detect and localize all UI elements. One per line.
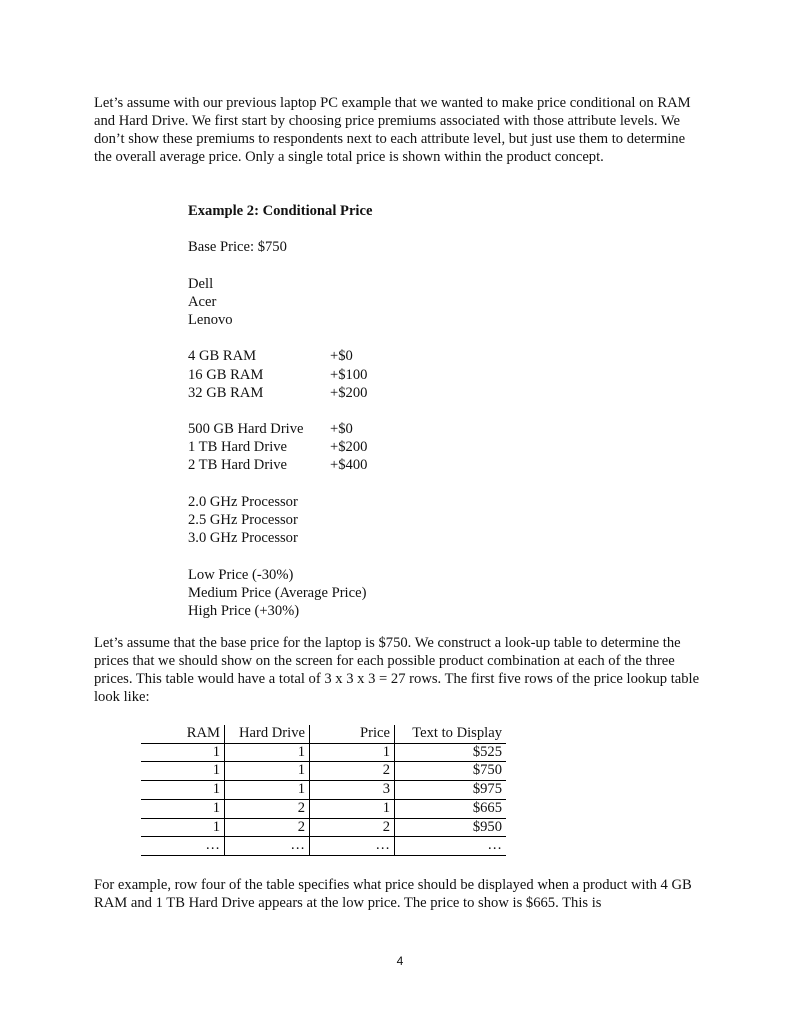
table-cell: 3 [310,781,395,800]
table-cell: 1 [225,762,310,781]
table-cell: 1 [141,762,225,781]
table-cell: 1 [310,743,395,762]
table-cell: … [310,837,395,856]
table-cell: … [395,837,507,856]
table-cell: 1 [225,781,310,800]
table-row [141,837,506,856]
hard-drive-label: 500 GB Hard Drive [188,421,304,438]
table-row [141,818,506,837]
table-cell: … [141,837,225,856]
ram-premium: +$0 [330,348,353,365]
hard-drive-premium: +$0 [330,421,353,438]
price-level-item: Low Price (-30%) [188,566,294,583]
price-lookup-table [141,725,506,856]
hard-drive-premium: +$400 [330,457,368,474]
table-cell: … [225,837,310,856]
lookup-paragraph: Let’s assume that the base price for the laptop is $750. We construct a look-up table to determine the prices that we should show on the screen for each possible product combination at each of the three prices. This table would have a total of 3 x 3 x 3 = 27 rows. The first five rows of the price lookup table look like: [94,635,700,705]
ram-label: 16 GB RAM [188,366,264,383]
table-header-row [141,725,506,743]
table-cell: 2 [225,799,310,818]
page-number: 4 [396,954,404,968]
hard-drive-option [188,420,372,438]
hard-drive-option [188,456,372,474]
hard-drive-label: 1 TB Hard Drive [188,439,288,456]
hard-drive-option [188,438,372,456]
column-header: Hard Drive [225,725,310,743]
hard-drive-label: 2 TB Hard Drive [188,457,288,474]
table-cell: 2 [225,818,310,837]
table-cell: $950 [395,818,507,837]
table-cell: 1 [141,781,225,800]
hard-drive-premium: +$200 [330,439,368,456]
ram-option [188,366,372,384]
example-title: Example 2: Conditional Price [188,203,373,219]
brand-item: Acer [188,293,217,310]
brand-item: Dell [188,275,214,292]
column-header: Price [310,725,395,743]
table-row [141,799,506,818]
table-cell: 2 [310,818,395,837]
price-level-item: High Price (+30%) [188,602,300,619]
table-row [141,743,506,762]
brand-item: Lenovo [188,311,233,328]
intro-paragraph: Let’s assume with our previous laptop PC example that we wanted to make price conditional on RAM and Hard Drive. We first start by choosing price premiums associated with those attribute levels. We don’t show these premiums to respondents next to each attribute level, but just use them to determine the overall average price. Only a single total price is shown within the product concept. [94,95,691,165]
closing-paragraph: For example, row four of the table specifies what price should be displayed when a product with 4 GB RAM and 1 TB Hard Drive appears at the low price. The price to show is $665. This is [94,877,692,911]
ram-option [188,347,372,365]
ram-premium: +$100 [330,366,368,383]
ram-premium: +$200 [330,384,368,401]
ram-label: 4 GB RAM [188,348,257,365]
table-cell: 2 [310,762,395,781]
processor-item: 2.5 GHz Processor [188,512,298,529]
price-level-item: Medium Price (Average Price) [188,584,367,601]
table-cell: 1 [310,799,395,818]
ram-option [188,384,372,402]
table-row [141,781,506,800]
table-cell: $525 [395,743,507,762]
ram-label: 32 GB RAM [188,384,264,401]
table-row [141,762,506,781]
table-cell: $975 [395,781,507,800]
table-cell: 1 [141,818,225,837]
table-cell: 1 [225,743,310,762]
table-cell: $750 [395,762,507,781]
column-header: Text to Display [395,725,507,743]
base-price: Base Price: $750 [188,239,287,256]
processor-item: 2.0 GHz Processor [188,493,298,510]
table-cell: 1 [141,799,225,818]
example-block [188,202,372,620]
table-cell: 1 [141,743,225,762]
column-header: RAM [141,725,225,743]
table-cell: $665 [395,799,507,818]
processor-item: 3.0 GHz Processor [188,530,298,547]
